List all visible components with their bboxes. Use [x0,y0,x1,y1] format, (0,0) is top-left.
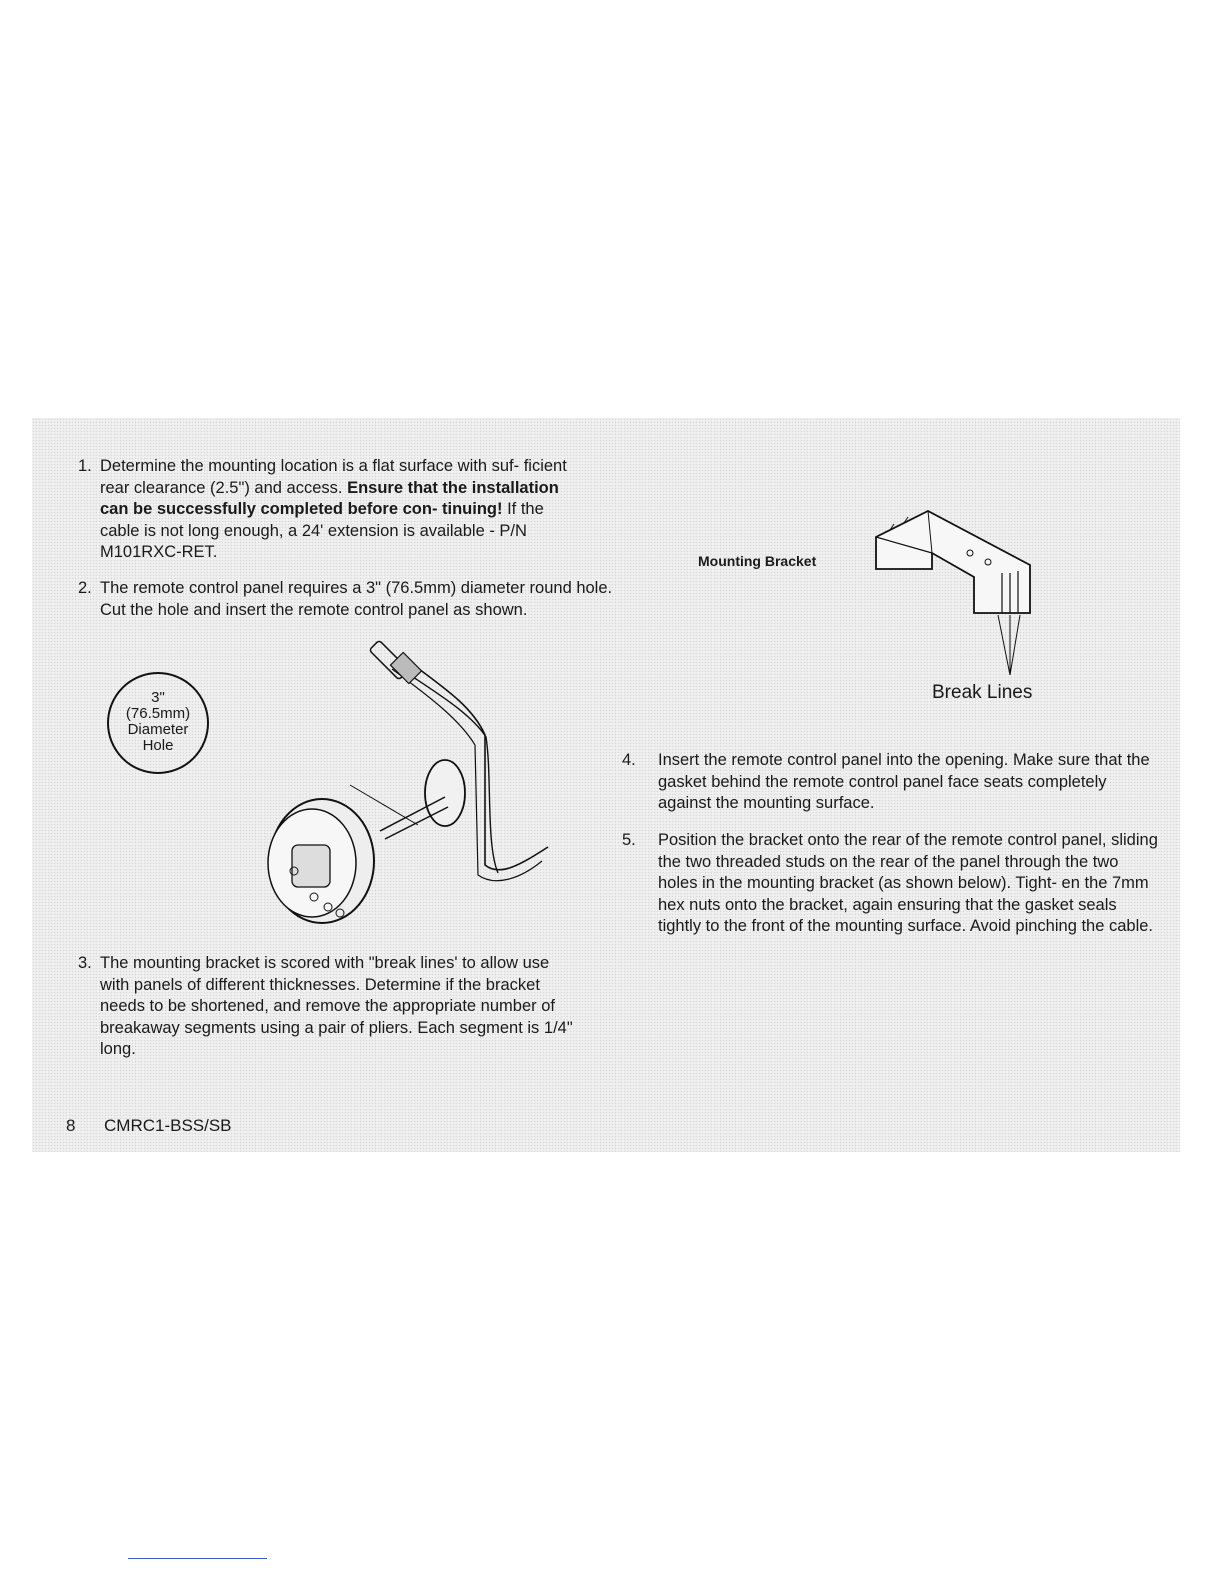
step-number: 4. [622,751,636,769]
step-1 [78,456,578,564]
hole-diameter-label [110,690,206,754]
page-number: 8 [66,1116,76,1135]
step-warning: Ensure that the installation can be successfully completed before con- tinuing! [100,478,559,518]
step-3 [78,953,578,1061]
mounting-bracket-illustration [870,505,1050,685]
hole-label-line: Diameter [127,721,189,738]
model-number: CMRC1-BSS/SB [104,1116,232,1135]
step-2 [78,578,618,621]
step-text: Insert the remote control panel into the opening. Make sure that the gasket behind the remote control panel face seats completely against the mounting surface. [658,751,1150,812]
mounting-bracket-label: Mounting Bracket [698,553,817,569]
hole-label-line: (76.5mm) [125,705,191,722]
step-number: 2. [78,579,92,597]
step-text-part: If the cable is not long enough, a 24' extension is available - P/N M101RXC-RET. [100,500,544,561]
bottom-rule [128,1558,267,1559]
step-5 [622,830,1162,938]
step-4 [622,750,1162,815]
panel-installation-illustration [100,625,560,945]
step-text-part: Determine the mounting location is a flat surface with suf- ficient rear clearance (2.5") and access. [100,457,567,497]
step-text: The remote control panel requires a 3" (76.5mm) diameter round hole. Cut the hole and insert the remote control panel as shown. [100,579,613,619]
step-number: 1. [78,457,92,475]
hole-label-line: 3" [151,689,165,706]
hole-label-line: Hole [142,737,174,754]
step-text: The mounting bracket is scored with "break lines' to allow use with panels of different thicknesses. Determine if the bracket needs to be shortened, and remove the appropriate number of breakaway segments using a pair of pliers. Each segment is 1/4" long. [100,954,573,1058]
step-number: 3. [78,954,92,972]
step-text [78,456,578,564]
step-number: 5. [622,831,636,849]
step-text: Position the bracket onto the rear of the remote control panel, sliding the two threaded studs on the rear of the panel through the two holes in the mounting bracket (as shown below). Tight- en the 7mm hex nuts onto the bracket, again ensuring that the gasket seals tightly to the front of the mounting surface. Avoid pinching the cable. [658,831,1158,935]
break-lines-label: Break Lines [932,682,1033,703]
